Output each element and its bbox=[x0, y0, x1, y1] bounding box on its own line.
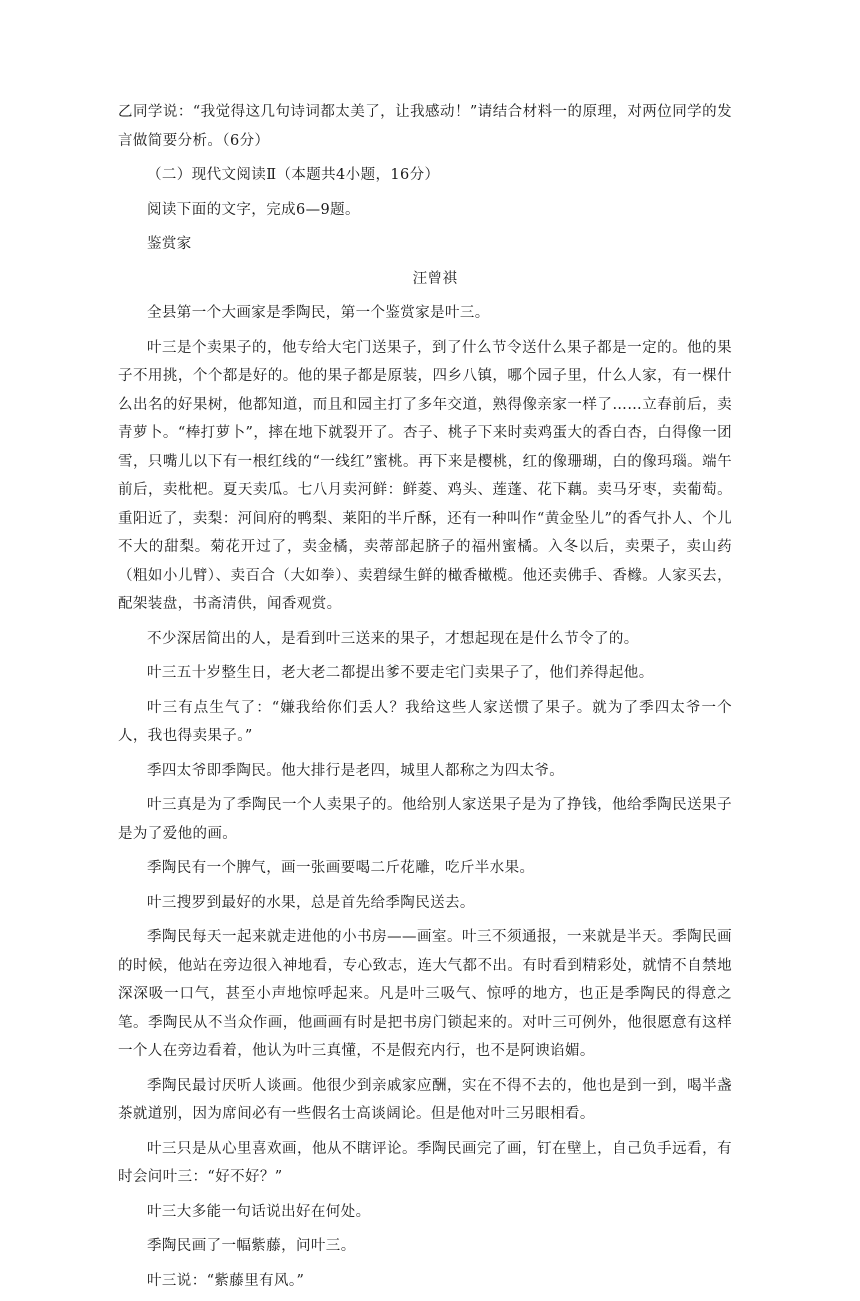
story-paragraph: 叶三真是为了季陶民一个人卖果子的。他给别人家送果子是为了挣钱，他给季陶民送果子是为了爱他的画。 bbox=[118, 797, 732, 842]
story-paragraph: 叶三搜罗到最好的水果，总是首先给季陶民送去。 bbox=[147, 894, 475, 911]
story-paragraph: 季陶民画了一幅紫藤，问叶三。 bbox=[147, 1238, 356, 1254]
story-paragraph: 叶三是个卖果子的，他专给大宅门送果子，到了什么节令送什么果子都是一定的。他的果子不用挑，个个都是好的。他的果子都是原装，四乡八镇，哪个园子里，什么人家，有一棵什么出名的好果树，他都知道，而且和园主打了多年交道，熟得像亲家一样了……立春前后，卖青萝卜。“棒打萝卜”，摔在地下就裂开了。杏子、桃子下来时卖鸡蛋大的香白杏，白得像一团雪，只嘴儿以下有一根红线的“一线红”蜜桃。再下来是樱桃，红的像珊瑚，白的像玛瑙。端午前后，卖枇杷。夏天卖瓜。七八月卖河鲜：鲜菱、鸡头、莲蓬、花下藕。卖马牙枣，卖葡萄。重阳近了，卖梨：河间府的鸭梨、莱阳的半斤酥，还有一种叫作“黄金坠儿”的香气扑人、个儿不大的甜梨。菊花开过了，卖金橘，卖蒂部起脐子的福州蜜橘。入冬以后，卖栗子，卖山药（粗如小儿臂）、卖百合（大如拳）、卖碧绿生鲜的橄香橄榄。他还卖佛手、香橼。人家买去，配架装盘，书斋清供，闻香观赏。 bbox=[118, 339, 732, 612]
story-paragraph: 叶三大多能一句话说出好在何处。 bbox=[147, 1203, 371, 1220]
story-paragraph: 全县第一个大画家是季陶民，第一个鉴赏家是叶三。 bbox=[147, 305, 490, 321]
story-paragraph: 季陶民每天一起来就走进他的小书房——画室。叶三不须通报，一来就是半天。季陶民画的时候，他站在旁边很入神地看，专心致志，连大气都不出。有时看到精彩处，就情不自禁地深深吸一口气，甚至小声地惊呼起来。凡是叶三吸气、惊呼的地方，也正是季陶民的得意之笔。季陶民从不当众作画，他画画有时是把书房门锁起来的。对叶三可例外，他很愿意有这样一个人在旁边看着，他认为叶三真懂，不是假充内行，也不是阿谀谄媚。 bbox=[118, 929, 732, 1059]
story-title: 鉴赏家 bbox=[147, 236, 192, 252]
section-heading: （二）现代文阅读Ⅱ（本题共4小题，16分） bbox=[147, 167, 440, 183]
story-paragraph: 叶三五十岁整生日，老大老二都提出爹不要走宅门卖果子了，他们养得起他。 bbox=[147, 665, 654, 681]
story-paragraph: 季陶民最讨厌听人谈画。他很少到亲戚家应酬，实在不得不去的，他也是到一到，喝半盏茶就道别，因为席间必有一些假名士高谈阔论。但是他对叶三另眼相看。 bbox=[118, 1077, 732, 1122]
story-paragraph: 叶三只是从心里喜欢画，他从不瞎评论。季陶民画完了画，钉在壁上，自己负手远看，有时会问叶三：“好不好？” bbox=[118, 1140, 732, 1185]
story-paragraph: 季陶民有一个脾气，画一张画要喝二斤花雕，吃斤半水果。 bbox=[147, 860, 535, 876]
story-author: 汪曾祺 bbox=[412, 270, 458, 287]
document-page bbox=[118, 98, 732, 1301]
story-paragraph: 叶三说：“紫藤里有风。” bbox=[147, 1272, 305, 1289]
story-paragraph: 不少深居简出的人，是看到叶三送来的果子，才想起现在是什么节令了的。 bbox=[147, 630, 639, 647]
story-paragraph: 季四太爷即季陶民。他大排行是老四，城里人都称之为四太爷。 bbox=[147, 762, 565, 779]
story-body bbox=[118, 299, 732, 1295]
question-continuation: 乙同学说：“我觉得这几句诗词都太美了，让我感动！”请结合材料一的原理，对两位同学的发言做简要分析。（6分） bbox=[118, 104, 732, 149]
reading-instruction: 阅读下面的文字，完成6—9题。 bbox=[147, 201, 360, 218]
story-paragraph: 叶三有点生气了：“嫌我给你们丢人？我给这些人家送惯了果子。就为了季四太爷一个人，我也得卖果子。” bbox=[118, 699, 732, 744]
